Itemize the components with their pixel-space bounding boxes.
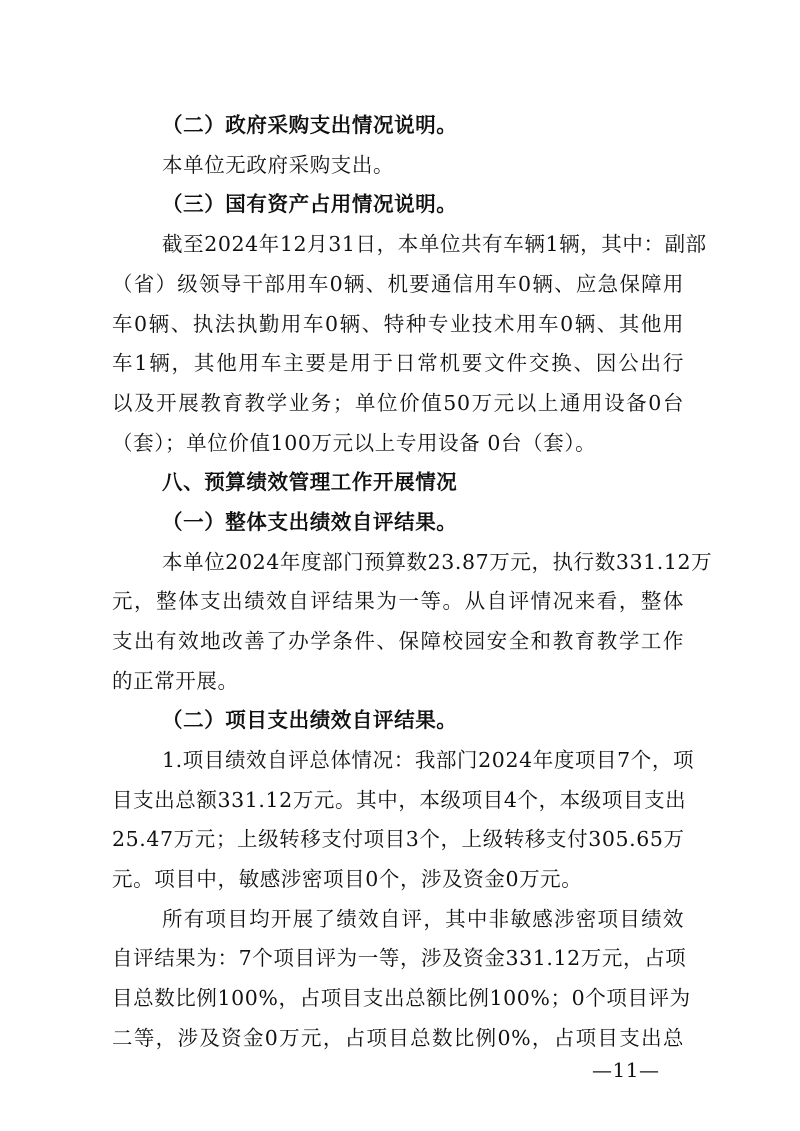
assets-line-5: 以及开展教育教学业务；单位价值50万元以上通用设备0台 bbox=[112, 391, 684, 415]
overall-line-1: 本单位2024年度部门预算数23.87万元，执行数331.12万 bbox=[162, 550, 713, 574]
assets-line-1: 截至2024年12月31日，本单位共有车辆1辆，其中：副部 bbox=[162, 232, 707, 256]
overall-heading: （一）整体支出绩效自评结果。 bbox=[162, 510, 458, 534]
all-projects-line-3: 目总数比例100%，占项目支出总额比例100%；0个项目评为 bbox=[112, 986, 691, 1010]
assets-line-4: 车1辆，其他用车主要是用于日常机要文件交换、因公出行 bbox=[112, 351, 684, 375]
all-projects-line-4: 二等，涉及资金0万元，占项目总数比例0%，占项目支出总 bbox=[112, 1026, 684, 1050]
chapter8-heading: 八、预算绩效管理工作开展情况 bbox=[162, 470, 458, 494]
assets-line-3: 车0辆、执法执勤用车0辆、特种专业技术用车0辆、其他用 bbox=[112, 312, 684, 336]
gov-purchase-heading: （二）政府采购支出情况说明。 bbox=[162, 113, 458, 137]
project-line-3: 25.47万元；上级转移支付项目3个，上级转移支付305.65万 bbox=[112, 827, 685, 851]
page-number: —11— bbox=[592, 1058, 660, 1082]
overall-line-4: 的正常开展。 bbox=[112, 669, 239, 693]
all-projects-line-2: 自评结果为：7个项目评为一等，涉及资金331.12万元，占项 bbox=[112, 946, 687, 970]
assets-line-6: （套）；单位价值100万元以上专用设备 0台（套）。 bbox=[112, 431, 597, 455]
project-heading: （二）项目支出绩效自评结果。 bbox=[162, 708, 458, 732]
assets-heading: （三）国有资产占用情况说明。 bbox=[162, 192, 458, 216]
gov-purchase-text: 本单位无政府采购支出。 bbox=[162, 153, 395, 177]
overall-line-3: 支出有效地改善了办学条件、保障校园安全和教育教学工作 bbox=[112, 629, 684, 653]
project-line-4: 元。项目中，敏感涉密项目0个，涉及资金0万元。 bbox=[112, 867, 583, 891]
all-projects-line-1: 所有项目均开展了绩效自评，其中非敏感涉密项目绩效 bbox=[162, 907, 684, 931]
assets-line-2: （省）级领导干部用车0辆、机要通信用车0辆、应急保障用 bbox=[112, 272, 684, 296]
project-line-2: 目支出总额331.12万元。其中，本级项目4个，本级项目支出 bbox=[112, 788, 687, 812]
overall-line-2: 元，整体支出绩效自评结果为一等。从自评情况来看，整体 bbox=[112, 589, 684, 613]
project-line-1: 1.项目绩效自评总体情况：我部门2024年度项目7个，项 bbox=[162, 748, 695, 772]
